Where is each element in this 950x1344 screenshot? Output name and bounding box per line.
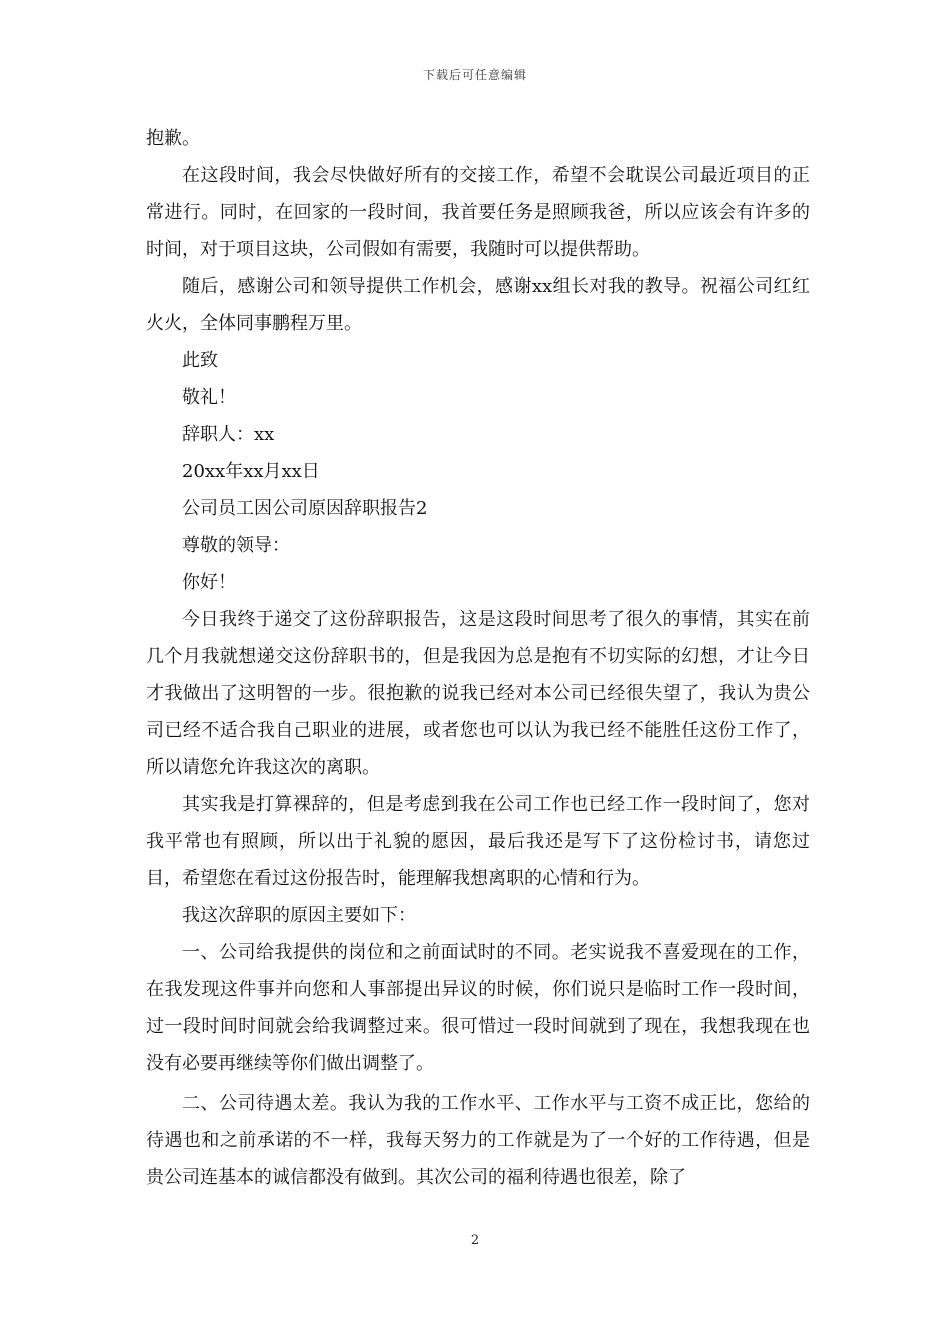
closing-salutation: 此致: [182, 350, 218, 371]
signer: 辞职人：xx: [182, 424, 275, 445]
section-title: 公司员工因公司原因辞职报告2: [182, 498, 428, 519]
paragraph: 在这段时间，我会尽快做好所有的交接工作，希望不会耽误公司最近项目的正常进行。同时，在回家的一段时间，我首要任务是照顾我爸，所以应该会有许多的时间，对于项目这块，公司假如有需要，我随时可以提供帮助。: [146, 165, 810, 260]
page-number: 2: [470, 1233, 480, 1248]
greeting-hello: 你好！: [182, 572, 236, 593]
paragraph: 其实我是打算裸辞的，但是考虑到我在公司工作也已经工作一段时间了，您对我平常也有照顾，所以出于礼貌的愿因，最后我还是写下了这份检讨书，请您过目，希望您在看过这份报告时，能理解我想离职的心情和行为。: [146, 794, 810, 889]
page-header: 下载后可任意编辑: [422, 68, 527, 82]
paragraph: 我这次辞职的原因主要如下：: [182, 905, 416, 926]
paragraph: 随后，感谢公司和领导提供工作机会，感谢xx组长对我的教导。祝福公司红红火火，全体同事鹏程万里。: [146, 276, 810, 334]
document-body: [146, 120, 810, 1196]
paragraph: 抱歉。: [146, 128, 200, 149]
paragraph: 今日我终于递交了这份辞职报告，这是这段时间思考了很久的事情，其实在前几个月我就想递交这份辞职书的，但是我因为总是抱有不切实际的幻想，才让今日才我做出了这明智的一步。很抱歉的说我已经对本公司已经很失望了，我认为贵公司已经不适合我自己职业的进展，或者您也可以认为我已经不能胜任这份工作了，所以请您允许我这次的离职。: [146, 609, 810, 778]
greeting: 尊敬的领导：: [182, 535, 290, 556]
paragraph: 二、公司待遇太差。我认为我的工作水平、工作水平与工资不成正比，您给的待遇也和之前承诺的不一样，我每天努力的工作就是为了一个好的工作待遇，但是贵公司连基本的诚信都没有做到。其次公司的福利待遇也很差，除了: [146, 1093, 810, 1188]
paragraph: 一、公司给我提供的岗位和之前面试时的不同。老实说我不喜爱现在的工作，在我发现这件事并向您和人事部提出异议的时候，你们说只是临时工作一段时间，过一段时间时间就会给我调整过来。很可惜过一段时间就到了现在，我想我现在也没有必要再继续等你们做出调整了。: [146, 942, 810, 1074]
date: 20xx年xx月xx日: [182, 461, 320, 482]
closing-respect: 敬礼！: [182, 387, 236, 408]
